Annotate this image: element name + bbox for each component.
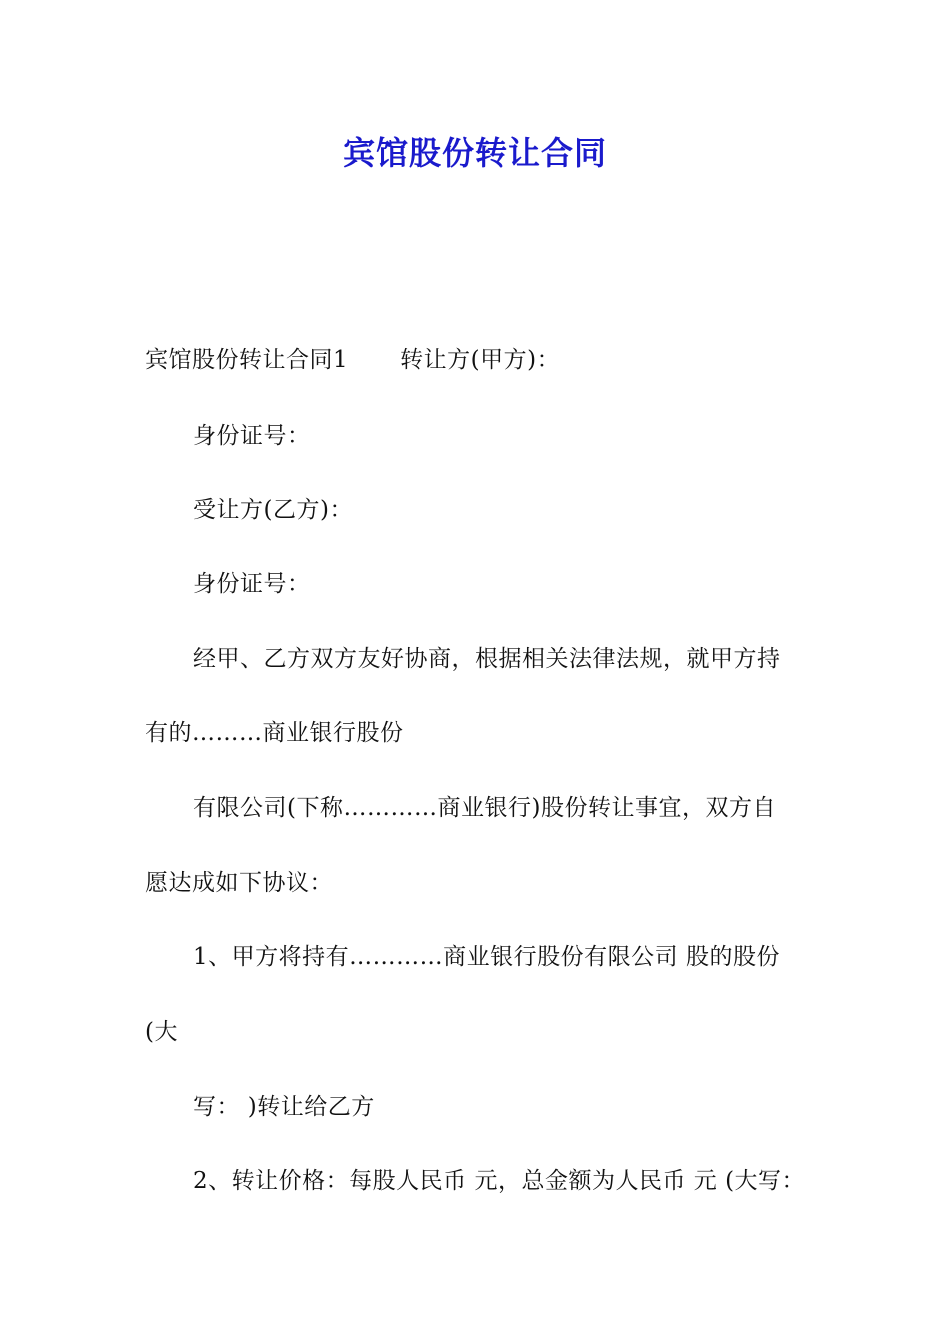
document-line: 受让方(乙方)： bbox=[193, 497, 353, 523]
document-line: 经甲、乙方双方友好协商，根据相关法律法规，就甲方持 bbox=[193, 646, 781, 672]
document-line: 写： )转让给乙方 bbox=[193, 1094, 375, 1120]
document-title: 宾馆股份转让合同 bbox=[342, 134, 607, 172]
document-line: (大 bbox=[145, 1019, 178, 1045]
contract-heading: 宾馆股份转让合同1 bbox=[145, 347, 349, 373]
document-line: 2、转让价格：每股人民币 元，总金额为人民币 元 (大写： bbox=[193, 1168, 806, 1194]
document-line bbox=[145, 346, 560, 374]
document-line: 1、甲方将持有…………商业银行股份有限公司 股的股份 bbox=[193, 944, 780, 970]
document-line: 身份证号： bbox=[193, 423, 311, 449]
document-line: 有限公司(下称…………商业银行)股份转让事宜，双方自 bbox=[193, 795, 776, 821]
document-line: 有的………商业银行股份 bbox=[145, 720, 404, 746]
document-line: 身份证号： bbox=[193, 571, 311, 597]
document-line: 愿达成如下协议： bbox=[145, 870, 333, 896]
transferor-label: 转让方(甲方)： bbox=[400, 347, 561, 373]
